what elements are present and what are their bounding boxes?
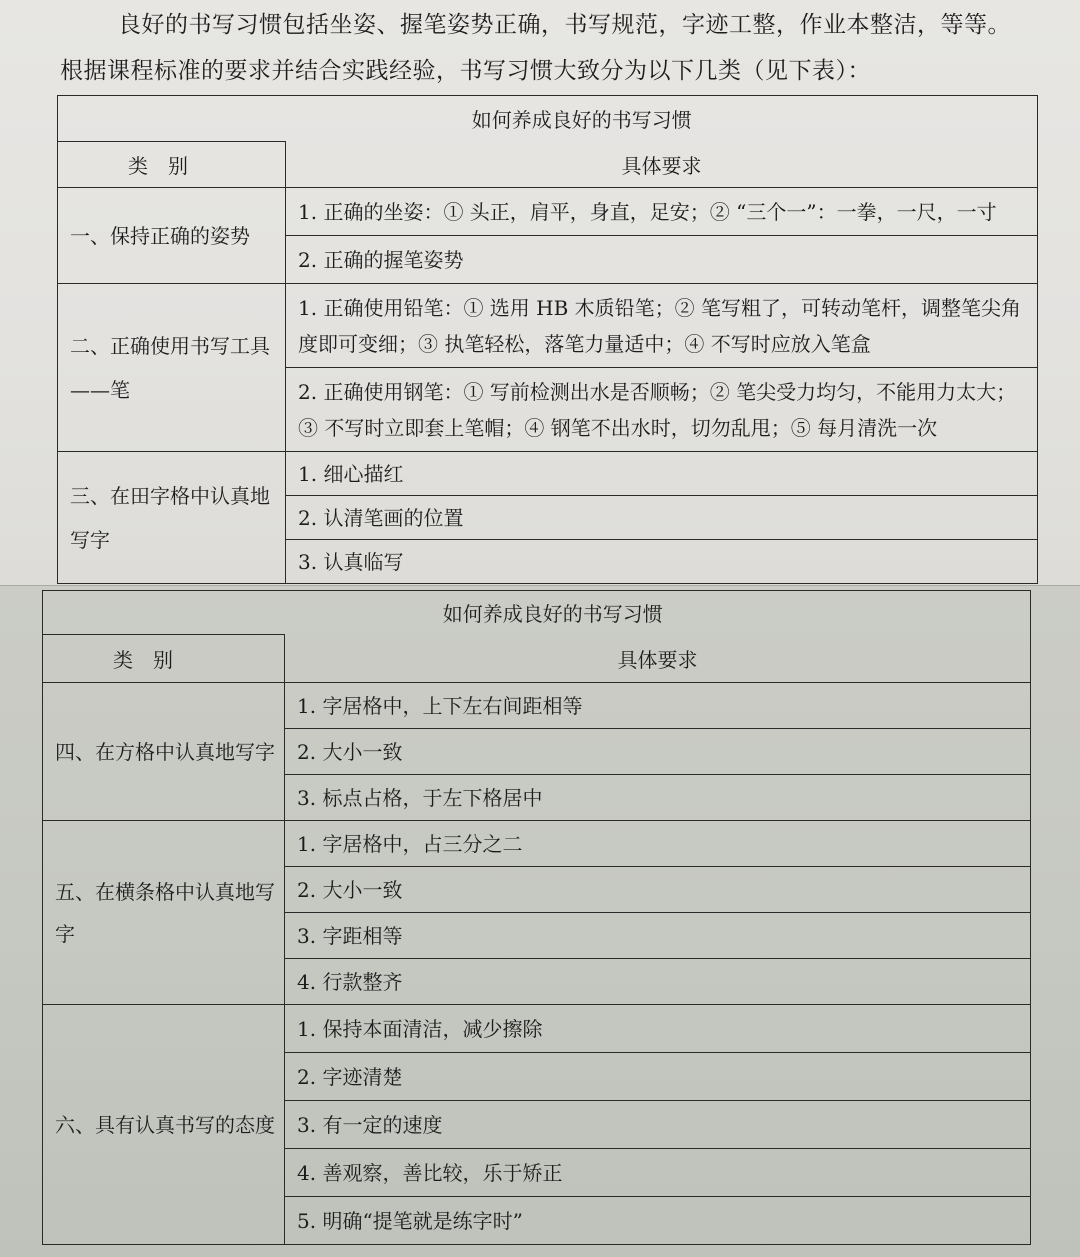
upper-page-photo (0, 0, 1080, 585)
category-cell: 五、在横条格中认真地写字 (43, 821, 285, 1005)
requirement-cell: 1. 正确的坐姿：① 头正，肩平，身直，足安；② “三个一”：一拳，一尺，一寸 (286, 188, 1038, 236)
requirement-cell: 2. 大小一致 (285, 729, 1031, 775)
requirement-cell: 2. 正确使用钢笔：① 写前检测出水是否顺畅；② 笔尖受力均匀，不能用力太大；③ 不写时立即套上笔帽；④ 钢笔不出水时，切勿乱甩；⑤ 每月清洗一次 (286, 368, 1038, 452)
requirement-cell: 4. 行款整齐 (285, 959, 1031, 1005)
requirement-cell: 1. 细心描红 (286, 452, 1038, 496)
habits-table-upper (57, 95, 1038, 584)
requirement-cell: 5. 明确“提笔就是练字时” (285, 1197, 1031, 1245)
category-cell: 六、具有认真书写的态度 (43, 1005, 285, 1245)
category-cell: 二、正确使用书写工具——笔 (58, 284, 286, 452)
table-title: 如何养成良好的书写习惯 (285, 591, 1031, 635)
requirement-cell: 3. 字距相等 (285, 913, 1031, 959)
table-title: 如何养成良好的书写习惯 (286, 96, 1038, 142)
header-blank (58, 96, 286, 142)
requirement-cell: 2. 认清笔画的位置 (286, 496, 1038, 540)
requirement-cell: 1. 保持本面清洁，减少擦除 (285, 1005, 1031, 1053)
requirement-cell: 1. 正确使用铅笔：① 选用 HB 木质铅笔；② 笔写粗了，可转动笔杆，调整笔尖角度即可变细；③ 执笔轻松，落笔力量适中；④ 不写时应放入笔盒 (286, 284, 1038, 368)
requirement-cell: 4. 善观察，善比较，乐于矫正 (285, 1149, 1031, 1197)
header-category: 类 别 (43, 635, 285, 683)
header-requirements: 具体要求 (286, 142, 1038, 188)
requirement-cell: 1. 字居格中，占三分之二 (285, 821, 1031, 867)
category-cell: 四、在方格中认真地写字 (43, 683, 285, 821)
category-cell: 一、保持正确的姿势 (58, 188, 286, 284)
habits-table-lower (42, 590, 1031, 1245)
requirement-cell: 3. 认真临写 (286, 540, 1038, 584)
requirement-cell: 2. 大小一致 (285, 867, 1031, 913)
intro-line-2: 根据课程标准的要求并结合实践经验，书写习惯大致分为以下几类（见下表）： (60, 58, 871, 84)
requirement-cell: 3. 有一定的速度 (285, 1101, 1031, 1149)
lower-page-photo (0, 585, 1080, 1257)
requirement-cell: 2. 字迹清楚 (285, 1053, 1031, 1101)
header-category: 类 别 (58, 142, 286, 188)
intro-line-1: 良好的书写习惯包括坐姿、握笔姿势正确，书写规范，字迹工整，作业本整洁，等等。 (118, 12, 1011, 38)
category-cell: 三、在田字格中认真地写字 (58, 452, 286, 584)
requirement-cell: 2. 正确的握笔姿势 (286, 236, 1038, 284)
header-requirements: 具体要求 (285, 635, 1031, 683)
header-blank (43, 591, 285, 635)
requirement-cell: 1. 字居格中，上下左右间距相等 (285, 683, 1031, 729)
requirement-cell: 3. 标点占格，于左下格居中 (285, 775, 1031, 821)
